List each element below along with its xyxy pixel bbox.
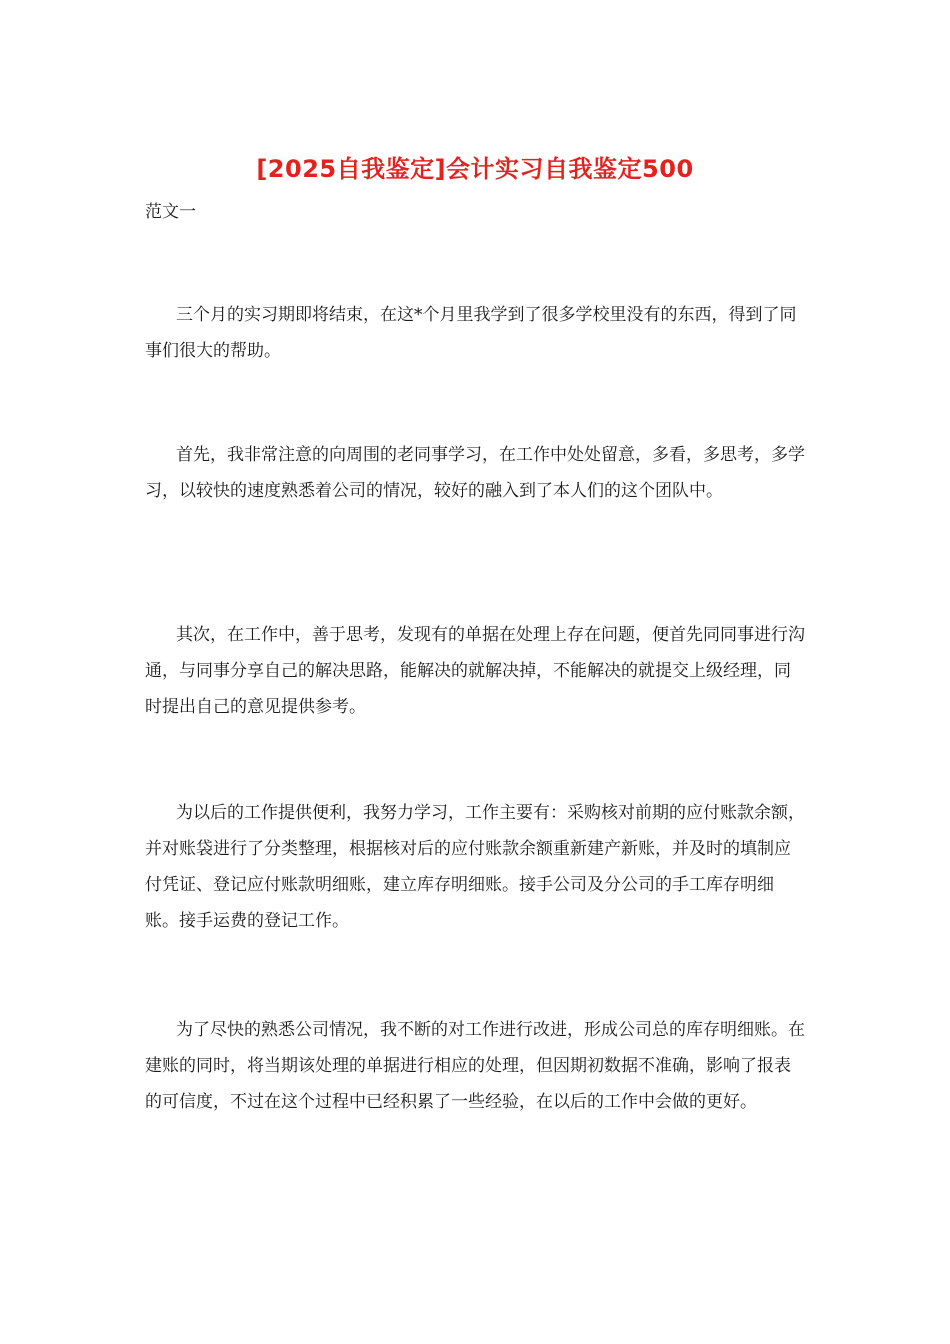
paragraph-4: 为以后的工作提供便利，我努力学习，工作主要有：采购核对前期的应付账款余额，并对账袋进行了分类整理，根据核对后的应付账款余额重新建产新账，并及时的填制应付凭证、登记应付账款明细账，建立库存明细账。接手公司及分公司的手工库存明细账。接手运费的登记工作。 (145, 803, 805, 931)
document-subtitle: 范文一 (145, 202, 196, 222)
paragraph-1: 三个月的实习期即将结束，在这*个月里我学到了很多学校里没有的东西，得到了同事们很大的帮助。 (145, 305, 797, 361)
paragraph-3: 其次，在工作中，善于思考，发现有的单据在处理上存在问题，便首先同同事进行沟通，与同事分享自己的解决思路，能解决的就解决掉，不能解决的就提交上级经理，同时提出自己的意见提供参考。 (145, 625, 805, 717)
paragraph-5: 为了尽快的熟悉公司情况，我不断的对工作进行改进，形成公司总的库存明细账。在建账的同时，将当期该处理的单据进行相应的处理，但因期初数据不准确，影响了报表的可信度，不过在这个过程中已经积累了一些经验，在以后的工作中会做的更好。 (145, 1020, 805, 1112)
paragraph-2: 首先，我非常注意的向周围的老同事学习，在工作中处处留意，多看，多思考，多学习，以较快的速度熟悉着公司的情况，较好的融入到了本人们的这个团队中。 (145, 445, 805, 501)
document-title: [2025自我鉴定]会计实习自我鉴定500 (256, 155, 694, 183)
